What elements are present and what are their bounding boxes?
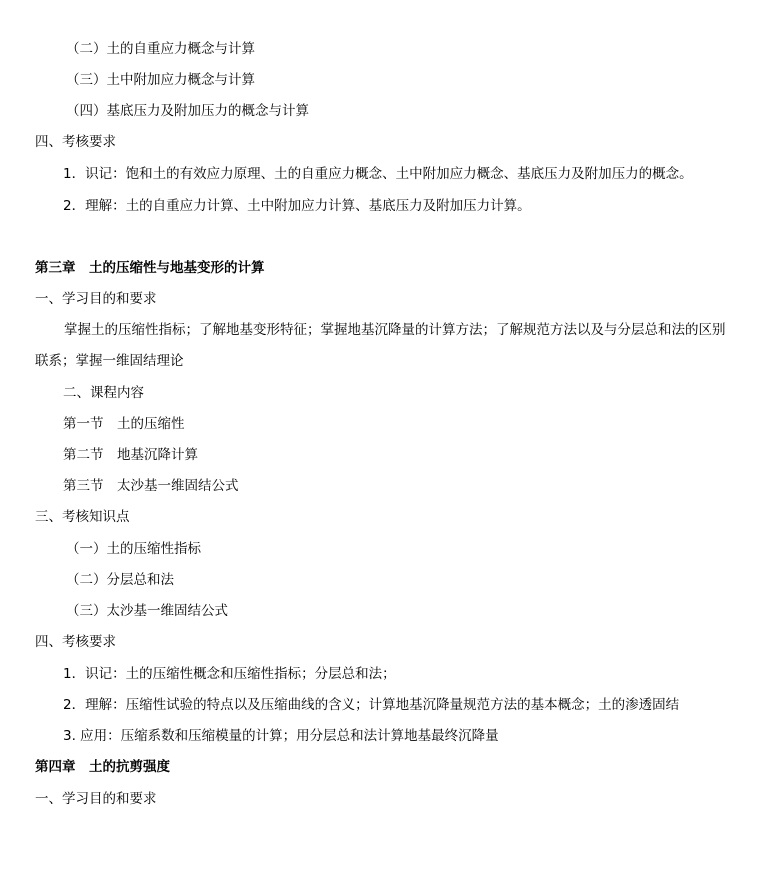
ch2-req-heading: 四、考核要求 — [35, 134, 116, 150]
ch3-goal-heading: 一、学习目的和要求 — [35, 291, 157, 307]
ch2-req-1: 1．识记：饱和土的有效应力原理、土的自重应力概念、土中附加应力概念、基底压力及附加压力的概念。 — [63, 166, 693, 182]
ch3-point-2: （二）分层总和法 — [66, 572, 174, 588]
ch2-point-3: （三）土中附加应力概念与计算 — [66, 72, 255, 88]
ch3-section-1: 第一节 土的压缩性 — [63, 416, 185, 432]
ch4-goal-heading: 一、学习目的和要求 — [35, 791, 157, 807]
ch3-req-2: 2．理解：压缩性试验的特点以及压缩曲线的含义；计算地基沉降量规范方法的基本概念；土的渗透固结 — [63, 697, 680, 713]
ch3-goal-text: 掌握土的压缩性指标；了解地基变形特征；掌握地基沉降量的计算方法；了解规范方法以及与分层总和法的区别联系；掌握一维固结理论 — [35, 322, 726, 369]
ch3-point-1: （一）土的压缩性指标 — [66, 541, 201, 557]
ch3-req-heading: 四、考核要求 — [35, 634, 116, 650]
ch2-point-4: （四）基底压力及附加压力的概念与计算 — [66, 103, 309, 119]
ch3-section-3: 第三节 太沙基一维固结公式 — [63, 478, 239, 494]
ch3-section-2: 第二节 地基沉降计算 — [63, 447, 198, 463]
ch3-points-heading: 三、考核知识点 — [35, 509, 130, 525]
ch2-point-2: （二）土的自重应力概念与计算 — [66, 41, 255, 57]
ch3-req-3: 3. 应用：压缩系数和压缩模量的计算；用分层总和法计算地基最终沉降量 — [63, 728, 499, 744]
ch3-title: 第三章 土的压缩性与地基变形的计算 — [35, 260, 265, 276]
ch3-req-1: 1．识记：土的压缩性概念和压缩性指标；分层总和法； — [63, 666, 396, 682]
ch3-content-heading: 二、课程内容 — [63, 385, 144, 401]
ch4-title: 第四章 土的抗剪强度 — [35, 759, 170, 775]
ch3-point-3: （三）太沙基一维固结公式 — [66, 603, 228, 619]
ch2-req-2: 2．理解：土的自重应力计算、土中附加应力计算、基底压力及附加压力计算。 — [63, 198, 531, 214]
